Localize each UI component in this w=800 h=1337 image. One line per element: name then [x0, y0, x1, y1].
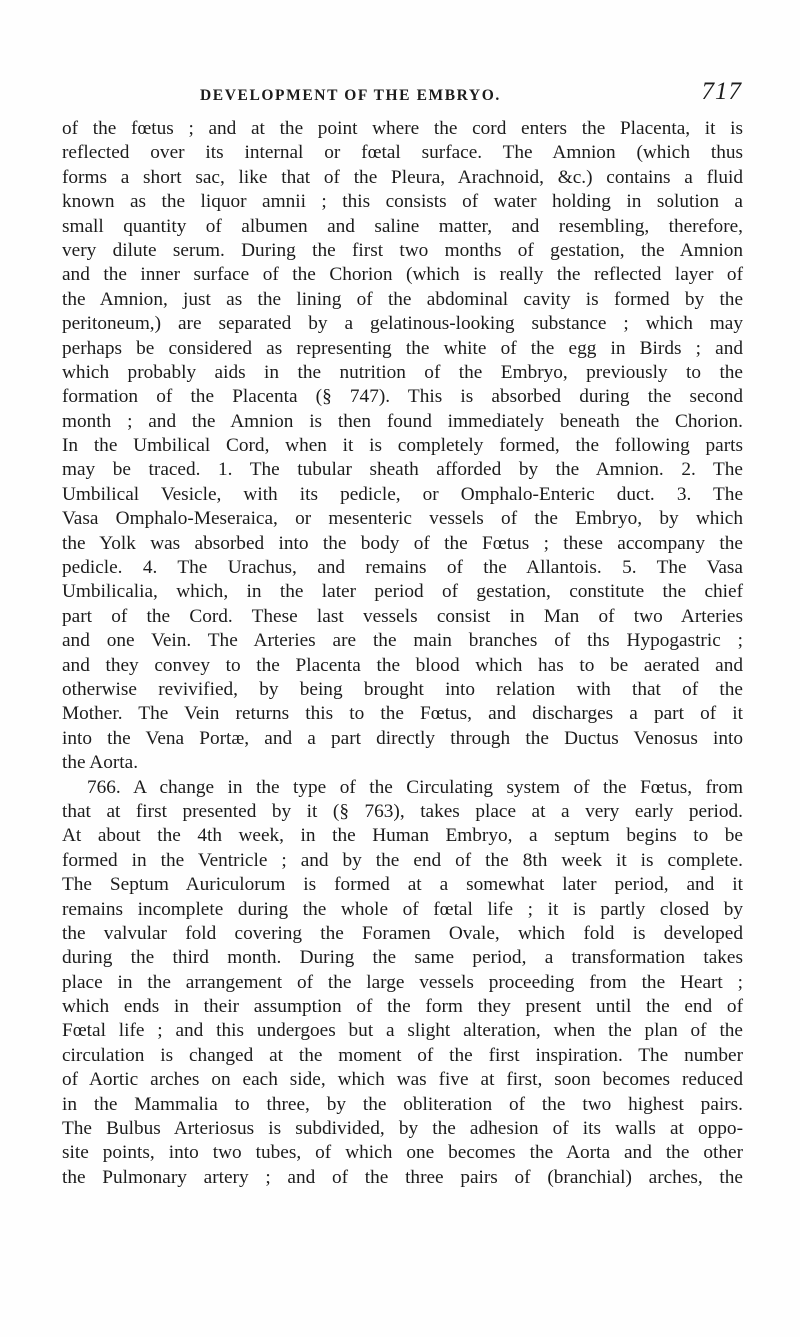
text-line: Umbilicalia, which, in the later period of gestation, constitute the chief: [62, 581, 743, 603]
text-line: Vasa Omphalo-Meseraica, or mesenteric vessels of the Embryo, by which: [62, 508, 743, 530]
text-line: circulation is changed at the moment of the first inspiration. The number: [62, 1044, 743, 1066]
text-line: may be traced. 1. The tubular sheath afforded by the Amnion. 2. The: [62, 459, 743, 481]
text-line: and they convey to the Placenta the blood which has to be aerated and: [62, 654, 743, 676]
page-number: 717: [701, 78, 742, 105]
text-line: the Pulmonary artery ; and of the three pairs of (branchial) arches, the: [62, 1166, 743, 1188]
text-line: formation of the Placenta (§ 747). This is absorbed during the second: [62, 386, 743, 408]
text-line: site points, into two tubes, of which one becomes the Aorta and the other: [62, 1142, 743, 1164]
text-line: perhaps be considered as representing the white of the egg in Birds ; and: [62, 337, 743, 359]
text-line: Mother. The Vein returns this to the Fœtus, and discharges a part of it: [62, 703, 743, 725]
text-line: in the Mammalia to three, by the obliteration of the two highest pairs.: [62, 1093, 743, 1115]
text-line: that at first presented by it (§ 763), takes place at a very early period.: [62, 800, 743, 822]
text-line: 766. A change in the type of the Circulating system of the Fœtus, from: [87, 776, 743, 798]
text-line: the Aorta.: [62, 752, 139, 774]
text-line: and one Vein. The Arteries are the main branches of ths Hypogastric ;: [62, 630, 743, 652]
text-line: formed in the Ventricle ; and by the end of the 8th week it is complete.: [62, 849, 743, 871]
text-line: which probably aids in the nutrition of the Embryo, previously to the: [62, 361, 743, 383]
text-line: otherwise revivified, by being brought into relation with that of the: [62, 678, 743, 700]
text-line: known as the liquor amnii ; this consists of water holding in solution a: [62, 191, 743, 213]
text-line: remains incomplete during the whole of fœtal life ; it is partly closed by: [62, 898, 743, 920]
text-line: Fœtal life ; and this undergoes but a slight alteration, when the plan of the: [62, 1020, 743, 1042]
text-line: peritoneum,) are separated by a gelatinous-looking substance ; which may: [62, 313, 743, 335]
running-title: DEVELOPMENT OF THE EMBRYO.: [200, 87, 501, 104]
running-head: [62, 78, 742, 108]
text-line: into the Vena Portæ, and a part directly through the Ductus Venosus into: [62, 727, 743, 749]
text-line: reflected over its internal or fœtal surface. The Amnion (which thus: [62, 142, 743, 164]
text-line: which ends in their assumption of the form they present until the end of: [62, 996, 743, 1018]
text-line: In the Umbilical Cord, when it is completely formed, the following parts: [62, 435, 743, 457]
text-line: part of the Cord. These last vessels consist in Man of two Arteries: [62, 605, 743, 627]
text-line: and the inner surface of the Chorion (which is really the reflected layer of: [62, 264, 743, 286]
text-line: the valvular fold covering the Foramen Ovale, which fold is developed: [62, 922, 743, 944]
text-line: during the third month. During the same period, a transformation takes: [62, 947, 743, 969]
text-line: the Amnion, just as the lining of the abdominal cavity is formed by the: [62, 288, 743, 310]
text-line: the Yolk was absorbed into the body of the Fœtus ; these accompany the: [62, 532, 743, 554]
text-line: month ; and the Amnion is then found immediately beneath the Chorion.: [62, 410, 743, 432]
text-line: At about the 4th week, in the Human Embryo, a septum begins to be: [62, 825, 743, 847]
text-line: small quantity of albumen and saline matter, and resembling, therefore,: [62, 215, 743, 237]
text-line: pedicle. 4. The Urachus, and remains of the Allantois. 5. The Vasa: [62, 557, 743, 579]
body-text: [62, 117, 743, 1190]
text-line: The Bulbus Arteriosus is subdivided, by the adhesion of its walls at oppo-: [62, 1118, 743, 1140]
text-line: The Septum Auriculorum is formed at a somewhat later period, and it: [62, 874, 743, 896]
text-line: forms a short sac, like that of the Pleura, Arachnoid, &c.) contains a fluid: [62, 166, 743, 188]
text-line: Umbilical Vesicle, with its pedicle, or Omphalo-Enteric duct. 3. The: [62, 483, 743, 505]
text-line: place in the arrangement of the large vessels proceeding from the Heart ;: [62, 971, 743, 993]
text-line: of the fœtus ; and at the point where the cord enters the Placenta, it is: [62, 118, 743, 139]
text-line: of Aortic arches on each side, which was five at first, soon becomes reduced: [62, 1069, 743, 1091]
text-line: very dilute serum. During the first two months of gestation, the Amnion: [62, 239, 743, 261]
